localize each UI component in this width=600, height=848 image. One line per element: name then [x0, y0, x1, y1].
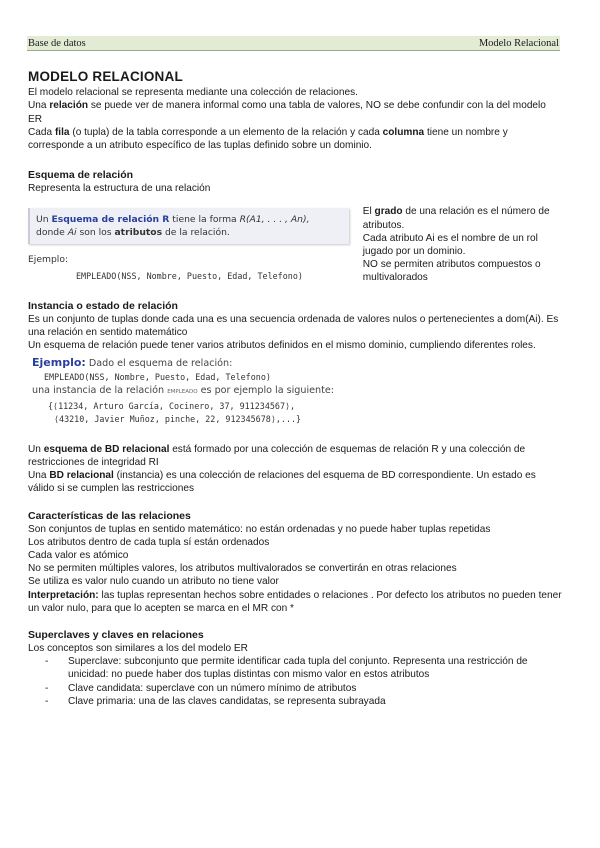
interpretacion: Interpretación: las tuplas representan hechos sobre entidades o relaciones . Por defecto los atributos no pueden tener un valor nulo, para que lo acepten se marca en el MR con * [28, 589, 562, 614]
section-caracteristicas [28, 509, 562, 615]
caract-line: Los atributos dentro de cada tupla sí están ordenados [28, 536, 270, 548]
esquema-text: Representa la estructura de una relación [28, 183, 211, 195]
caract-line: No se permiten múltiples valores, los atributos multivalorados se convertirán en otras relaciones [28, 563, 457, 575]
example-schema-code: EMPLEADO(NSS, Nombre, Puesto, Edad, Telefono) [76, 270, 303, 281]
instance-tuple-1: {⟨11234, Arturo García, Cocinero, 37, 911234567⟩, [48, 400, 296, 411]
document-body [28, 70, 562, 708]
intro-p1: El modelo relacional se representa mediante una colección de relaciones. [28, 87, 358, 99]
side-grado: El grado de una relación es el número de atributos. [362, 206, 550, 231]
list-item: - Clave candidata: superclave con un número mínimo de atributos [68, 682, 562, 695]
bd-p1: Un esquema de BD relacional está formado por una colección de esquemas de relación R y una colección de restricciones de integridad RI [28, 443, 526, 468]
list-item: - Superclave: subconjunto que permite identificar cada tupla del conjunto. Representa una restricción de unicidad: no puede haber dos tuplas distintas con mismo valor en estos atributos [68, 655, 562, 681]
header-right: Modelo Relacional [478, 37, 559, 49]
heading-caracteristicas: Características de las relaciones [28, 509, 191, 522]
intro-p3: Cada fila (o tupla) de la tabla corresponde a un elemento de la relación y cada columna tiene un nombre y corresponde a un atributo específico de las tuplas definido sobre un dominio. [28, 126, 508, 152]
side-no-compuestos: NO se permiten atributos compuestos o multivalorados [362, 259, 541, 284]
caract-line: Se utiliza es valor nulo cuando un atributo no tiene valor [28, 576, 279, 588]
bd-p2: Una BD relacional (instancia) es una colección de relaciones del esquema de BD correspondiente. Un estado es válido si se cumplen las restricciones [28, 470, 536, 495]
heading-esquema: Esquema de relación [28, 169, 134, 182]
list-item: - Clave primaria: una de las claves candidatas, se representa subrayada [68, 695, 562, 708]
page-title: MODELO RELACIONAL [28, 69, 183, 84]
header-left: Base de datos [28, 37, 86, 49]
schema-side-notes [363, 205, 562, 284]
definition-box: Un Esquema de relación R tiene la forma R(A1, . . . , An), donde Ai son los atributos de la relación. [28, 208, 349, 244]
caract-line: Cada valor es atómico [28, 549, 129, 561]
section-esquema [28, 168, 562, 284]
superclaves-intro: Los conceptos son similares a los del modelo ER [28, 642, 248, 654]
instancia-p2: Un esquema de relación puede tener varios atributos definidos en el mismo dominio, cumpliendo diferentes roles. [28, 340, 536, 352]
instancia-p1: Es un conjunto de tuplas donde cada una es una secuencia ordenada de valores nulos o pertenecientes a dom(Ai). Es una relación en sentido matemático [28, 313, 559, 338]
side-rol: Cada atributo Ai es el nombre de un rol jugado por un dominio. [362, 232, 538, 258]
instance-schema-code: EMPLEADO(NSS, Nombre, Puesto, Edad, Telefono) [44, 371, 271, 382]
section-instancia [28, 299, 562, 427]
heading-instancia: Instancia o estado de relación [28, 299, 178, 312]
section-bd [28, 443, 562, 496]
heading-superclaves: Superclaves y claves en relaciones [28, 628, 204, 641]
section-superclaves [28, 628, 562, 708]
claves-list [28, 655, 562, 708]
intro-p2: Una relación se puede ver de manera informal como una tabla de valores, NO se debe confundir con la del modelo ER [28, 100, 546, 125]
page-header [27, 36, 560, 51]
instance-tuple-2: ⟨43210, Javier Muñoz, pinche, 22, 912345678⟩,...} [54, 414, 302, 425]
caract-line: Son conjuntos de tuplas en sentido matemático: no están ordenadas y no puede haber tuplas repetidas [28, 523, 491, 535]
example-label: Ejemplo: [28, 254, 69, 266]
instance-example: Ejemplo: Dado el esquema de relación: EMPLEADO(NSS, Nombre, Puesto, Edad, Telefono) una instancia de la relación EMPLEADO es por ejemplo la siguiente: {⟨11234, Arturo García, Cocinero, 37, 911234567⟩, ⟨43210, Javier Muñoz, pinche, 22, 912345678⟩,...} [32, 356, 562, 427]
